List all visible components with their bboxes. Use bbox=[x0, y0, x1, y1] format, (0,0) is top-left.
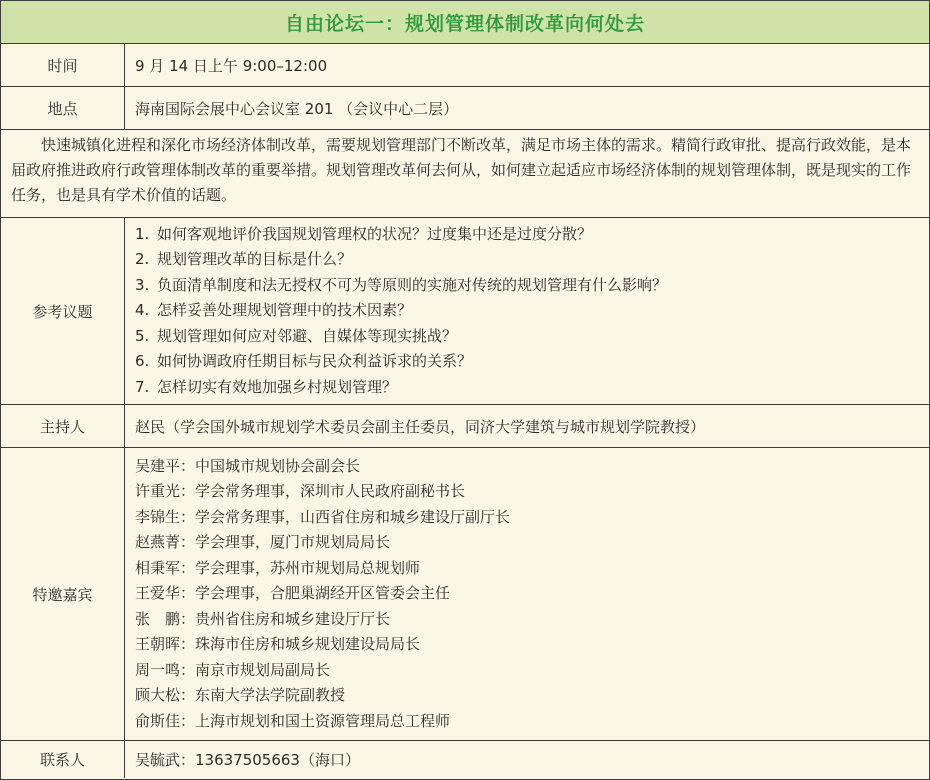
topics-row bbox=[1, 218, 929, 405]
topic-item bbox=[135, 222, 667, 248]
guest-item: 王朝晖：珠海市住房和城乡规划建设局局长 bbox=[135, 635, 421, 654]
contact-label: 联系人 bbox=[1, 741, 125, 778]
topic-number: 5. bbox=[135, 326, 150, 345]
topic-text: 怎样切实有效地加强乡村规划管理？ bbox=[157, 377, 398, 396]
topic-text: 负面清单制度和法无授权不可为等原则的实施对传统的规划管理有什么影响？ bbox=[157, 275, 668, 294]
guest-item: 相秉军：学会理事，苏州市规划局总规划师 bbox=[135, 558, 421, 577]
topic-item bbox=[135, 298, 667, 324]
host-row bbox=[1, 405, 929, 448]
time-row bbox=[1, 44, 929, 87]
topics-label: 参考议题 bbox=[1, 218, 125, 404]
intro-paragraph: 快速城镇化进程和深化市场经济体制改革，需要规划管理部门不断改革，满足市场主体的需求。精简行政审批、提高行政效能，是本届政府推进政府行政管理体制改革的重要举措。规划管理改革何去何从，如何建立起适应市场经济体制的规划管理体制，既是现实的工作任务，也是具有学术价值的话题。 bbox=[11, 136, 912, 204]
topic-text: 规划管理改革的目标是什么？ bbox=[157, 250, 353, 269]
time-value: 9 月 14 日上午 9:00–12:00 bbox=[135, 56, 328, 75]
topic-item bbox=[135, 247, 667, 273]
guest-item: 吴建平：中国城市规划协会副会长 bbox=[135, 456, 361, 475]
host-value: 赵民（学会国外城市规划学术委员会副主任委员，同济大学建筑与城市规划学院教授） bbox=[135, 417, 706, 436]
title-bar bbox=[1, 1, 929, 44]
guests-label: 特邀嘉宾 bbox=[1, 448, 125, 740]
topic-number: 1. bbox=[135, 224, 150, 243]
guest-item: 顾大松：东南大学法学院副教授 bbox=[135, 686, 346, 705]
topic-text: 规划管理如何应对邻避、自媒体等现实挑战？ bbox=[157, 326, 458, 345]
guest-item: 赵燕菁：学会理事，厦门市规划局局长 bbox=[135, 533, 391, 552]
place-row bbox=[1, 87, 929, 130]
guest-item: 李锦生：学会常务理事，山西省住房和城乡建设厅副厅长 bbox=[135, 507, 511, 526]
intro-row bbox=[1, 130, 929, 218]
time-label: 时间 bbox=[1, 44, 125, 86]
topic-number: 7. bbox=[135, 377, 150, 396]
topic-number: 2. bbox=[135, 250, 150, 269]
guest-item: 周一鸣：南京市规划局副局长 bbox=[135, 660, 331, 679]
topic-text: 如何客观地评价我国规划管理权的状况？过度集中还是过度分散？ bbox=[157, 224, 593, 243]
guest-item: 王爱华：学会理事，合肥巢湖经开区管委会主任 bbox=[135, 584, 451, 603]
topic-number: 4. bbox=[135, 301, 150, 320]
guests-row bbox=[1, 448, 929, 741]
guest-item: 张 鹏：贵州省住房和城乡建设厅厅长 bbox=[135, 609, 391, 628]
topic-number: 3. bbox=[135, 275, 150, 294]
topics-list bbox=[135, 222, 667, 401]
contact-row bbox=[1, 741, 929, 778]
guests-list bbox=[135, 454, 510, 735]
place-value: 海南国际会展中心会议室 201 （会议中心二层） bbox=[135, 99, 459, 118]
topic-item bbox=[135, 349, 667, 375]
host-label: 主持人 bbox=[1, 405, 125, 447]
forum-title: 自由论坛一：规划管理体制改革向何处去 bbox=[284, 12, 645, 35]
topic-item bbox=[135, 324, 667, 350]
topic-number: 6. bbox=[135, 352, 150, 371]
guest-item: 俞斯佳：上海市规划和国土资源管理局总工程师 bbox=[135, 711, 451, 730]
topic-text: 怎样妥善处理规划管理中的技术因素？ bbox=[157, 301, 413, 320]
guests-cell bbox=[125, 448, 929, 740]
guest-item: 许重光：学会常务理事，深圳市人民政府副秘书长 bbox=[135, 482, 466, 501]
topic-item bbox=[135, 273, 667, 299]
topic-text: 如何协调政府任期目标与民众利益诉求的关系？ bbox=[157, 352, 473, 371]
topics-cell bbox=[125, 218, 929, 404]
contact-value: 吴毓武：13637505663（海口） bbox=[135, 751, 360, 769]
place-label: 地点 bbox=[1, 87, 125, 129]
topic-item bbox=[135, 375, 667, 401]
